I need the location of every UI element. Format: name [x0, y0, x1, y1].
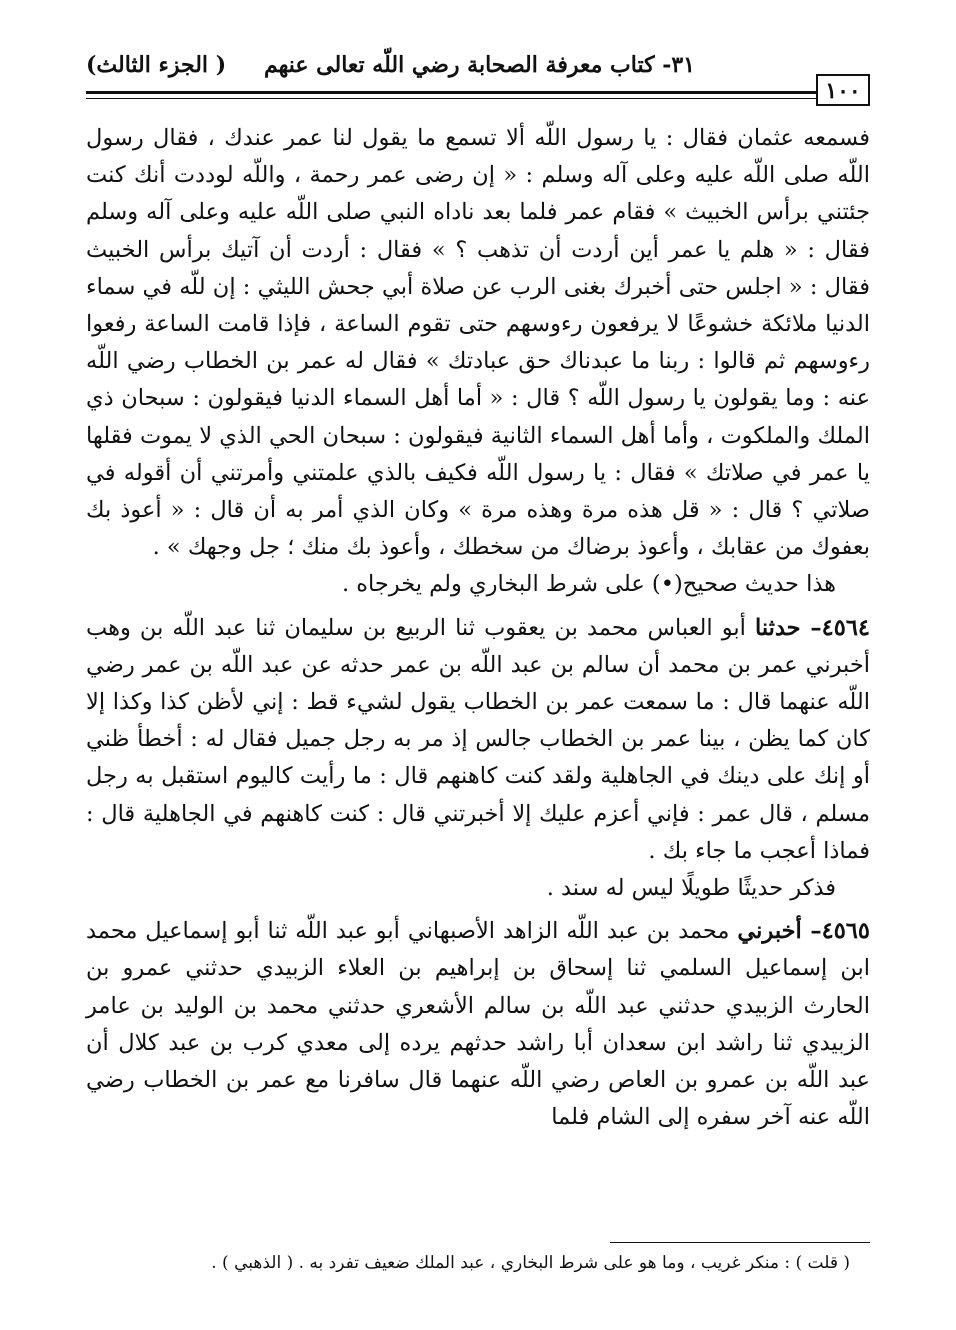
main-text [86, 120, 870, 1136]
hadith-dash: – [800, 614, 822, 641]
narration-lead-word: أخبرني [737, 918, 802, 945]
hadith-text: محمد بن عبد اللّه الزاهد الأصبهاني أبو عبد اللّه ثنا أبو إسماعيل محمد ابن إسماعيل السلمي ثنا إسحاق بن إبراهيم بن العلاء الزبيدي حدثني عمرو بن الحارث الزبيدي حدثني عبد اللّه بن سالم الأشعري حدثني محمد بن الوليد بن عامر الزبيدي ثنا راشد ابن سعدان أبا راشد حدثهم يرده إلى معدي كرب بن عبد كلال أن عبد اللّه بن عمرو بن العاص رضي اللّه عنهما قال سافرنا مع عمر بن الخطاب رضي اللّه عنه آخر سفره إلى الشام فلما [86, 918, 870, 1131]
hadith-dash: – [801, 918, 822, 945]
page-number: ١٠٠ [816, 74, 870, 106]
footnote: ( قلت ) : منكر غريب ، وما هو على شرط البخاري ، عبد الملك ضعيف تفرد به . ( الذهبي ) . [211, 1253, 850, 1273]
header-rule-thin [86, 98, 870, 99]
narration-lead-word: حدثنا [754, 614, 801, 641]
hadith-4565 [86, 913, 870, 1136]
footnote-rule [610, 1242, 870, 1243]
page-header [86, 52, 870, 86]
hadith-text: أبو العباس محمد بن يعقوب ثنا الربيع بن سليمان ثنا عبد اللّه بن وهب أخبرني عمر بن محمد أن سالم بن عبد اللّه بن عمر حدثه عن عبد اللّه بن عمر رضي اللّه عنهما قال : ما سمعت عمر بن الخطاب يقول لشيء قط : إني لأظن كذا وكذا إلا كان كما يظن ، بينا عمر بن الخطاب جالس إذ مر به رجل جميل فقال له : أخطأ ظني أو إنك على دينك في الجاهلية ولقد كنت كاهنهم قال : ما رأيت كاليوم استقبل به رجل مسلم ، قال عمر : فإني أعزم عليك إلا أخبرتني قال : كنت كاهنهم في الجاهلية قال : فماذا أعجب ما جاء بك . [86, 614, 870, 864]
grading-paragraph: هذا حديث صحيح(•) على شرط البخاري ولم يخرجاه . [341, 571, 836, 598]
note-paragraph: فذكر حديثًا طويلًا ليس له سند . [546, 875, 836, 902]
hadith-continuation-paragraph: فسمعه عثمان فقال : يا رسول اللّه ألا تسمع ما يقول لنا عمر عندك ، فقال رسول اللّه صلى اللّه عليه وعلى آله وسلم : « إن رضى عمر رحمة ، واللّه لوددت أنك كنت جئتني برأس الخبيث » فقام عمر فلما بعد ناداه النبي صلى اللّه عليه وعلى آله وسلم فقال : « هلم يا عمر أين أردت أن تذهب ؟ » فقال : أردت أن آتيك برأس الخبيث فقال : « اجلس حتى أخبرك بغنى الرب عن صلاة أبي جحش الليثي : إن للّه في سماء الدنيا ملائكة خشوعًا لا يرفعون رءوسهم حتى تقوم الساعة ، فإذا قامت الساعة رفعوا رءوسهم ثم قالوا : ربنا ما عبدناك حق عبادتك » فقال له عمر بن الخطاب رضي اللّه عنه : وما يقولون يا رسول اللّه ؟ قال : « أما أهل السماء الدنيا فيقولون : سبحان ذي الملك والملكوت ، وأما أهل السماء الثانية فيقولون : سبحان الحي الذي لا يموت فقلها يا عمر في صلاتك » فقال : يا رسول اللّه فكيف بالذي علمتني وأمرتني أن أقوله في صلاتي ؟ قال : « قل هذه مرة وهذه مرة » وكان الذي أمر به أن قال : « أعوذ بك بعفوك من عقابك ، وأعوذ برضاك من سخطك ، وأعوذ بك منك ؛ جل وجهك » . [86, 125, 870, 561]
hadith-number: ٤٥٦٥ [821, 918, 870, 945]
hadith-number: ٤٥٦٤ [821, 614, 870, 641]
header-rule-thick [86, 91, 870, 94]
hadith-4564 [86, 610, 870, 870]
volume-label: ( الجزء الثالث) [86, 52, 227, 78]
running-title: ٣١- كتاب معرفة الصحابة رضي اللّه تعالى عنهم [263, 52, 695, 78]
